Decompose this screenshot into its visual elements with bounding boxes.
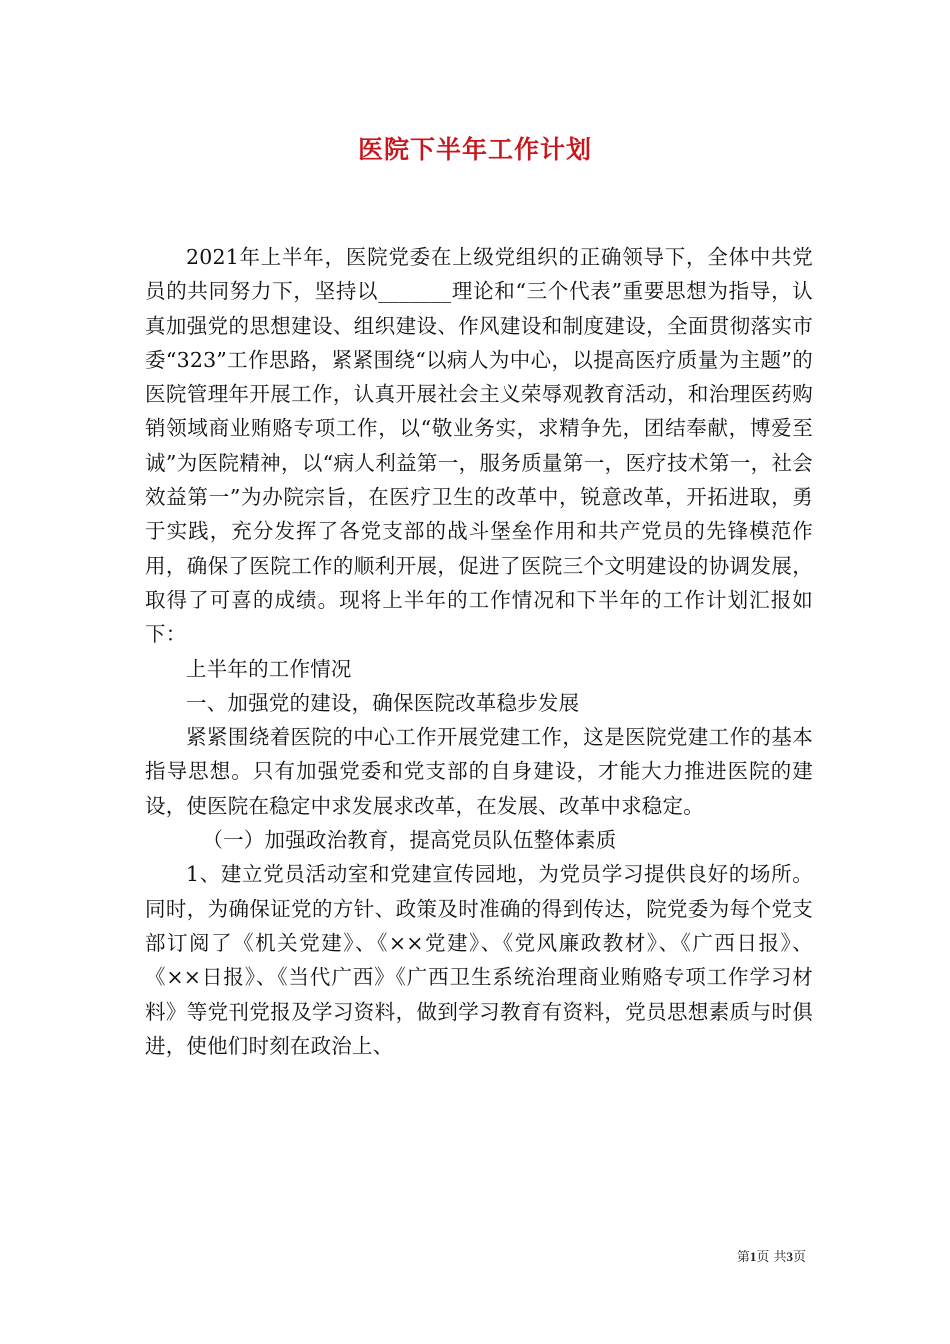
footer-suffix: 页	[792, 1250, 806, 1265]
section-heading: 上半年的工作情况	[186, 656, 352, 681]
body-paragraph: 紧紧围绕着医院的中心工作开展党建工作，这是医院党建工作的基本指导思想。只有加强党委和党支部的自身建设，才能大力推进医院的建设，使医院在稳定中求发展求改革，在发展、改革中求稳定。	[145, 725, 813, 818]
footer-middle: 页 共	[756, 1250, 787, 1265]
page-footer	[737, 1246, 806, 1265]
subheading-line: （一）加强政治教育，提高党员队伍整体素质	[202, 828, 617, 853]
footer-total-pages: 3	[786, 1249, 793, 1264]
footer-prefix: 第	[736, 1250, 750, 1265]
footer-current-page: 1	[749, 1249, 757, 1264]
list-paragraph: 1、建立党员活动室和党建宣传园地，为党员学习提供良好的场所。同时，为确保证党的方针、政策及时准确的得到传达，院党委为每个党支部订阅了《机关党建》、《××党建》、《党风廉政教材》、《广西日报》、《××日报》、《当代广西》《广西卫生系统治理商业贿赂专项工作学习材料》等党刊党报及学习资料，做到学习教育有资料，党员思想素质与时俱进，使他们时刻在政治上、	[145, 862, 813, 1058]
intro-paragraph: 2021年上半年，医院党委在上级党组织的正确领导下，全体中共党员的共同努力下，坚持以_______理论和“三个代表”重要思想为指导，认真加强党的思想建设、组织建设、作风建设和制度建设，全面贯彻落实市委“323”工作思路，紧紧围绕“以病人为中心，以提高医疗质量为主题”的医院管理年开展工作，认真开展社会主义荣辱观教育活动，和治理医药购销领域商业贿赂专项工作，以“敬业务实，求精争先，团结奉献，博爱至诚”为医院精神，以“病人利益第一，服务质量第一，医疗技术第一，社会效益第一”为办院宗旨，在医疗卫生的改革中，锐意改革，开拓进取，勇于实践，充分发挥了各党支部的战斗堡垒作用和共产党员的先锋模范作用，确保了医院工作的顺利开展，促进了医院三个文明建设的协调发展，取得了可喜的成绩。现将上半年的工作情况和下半年的工作计划汇报如下：	[145, 245, 813, 647]
document-title: 医院下半年工作计划	[357, 135, 592, 164]
document-body	[145, 240, 813, 1063]
subsection-heading: 一、加强党的建设，确保医院改革稳步发展	[186, 690, 580, 715]
